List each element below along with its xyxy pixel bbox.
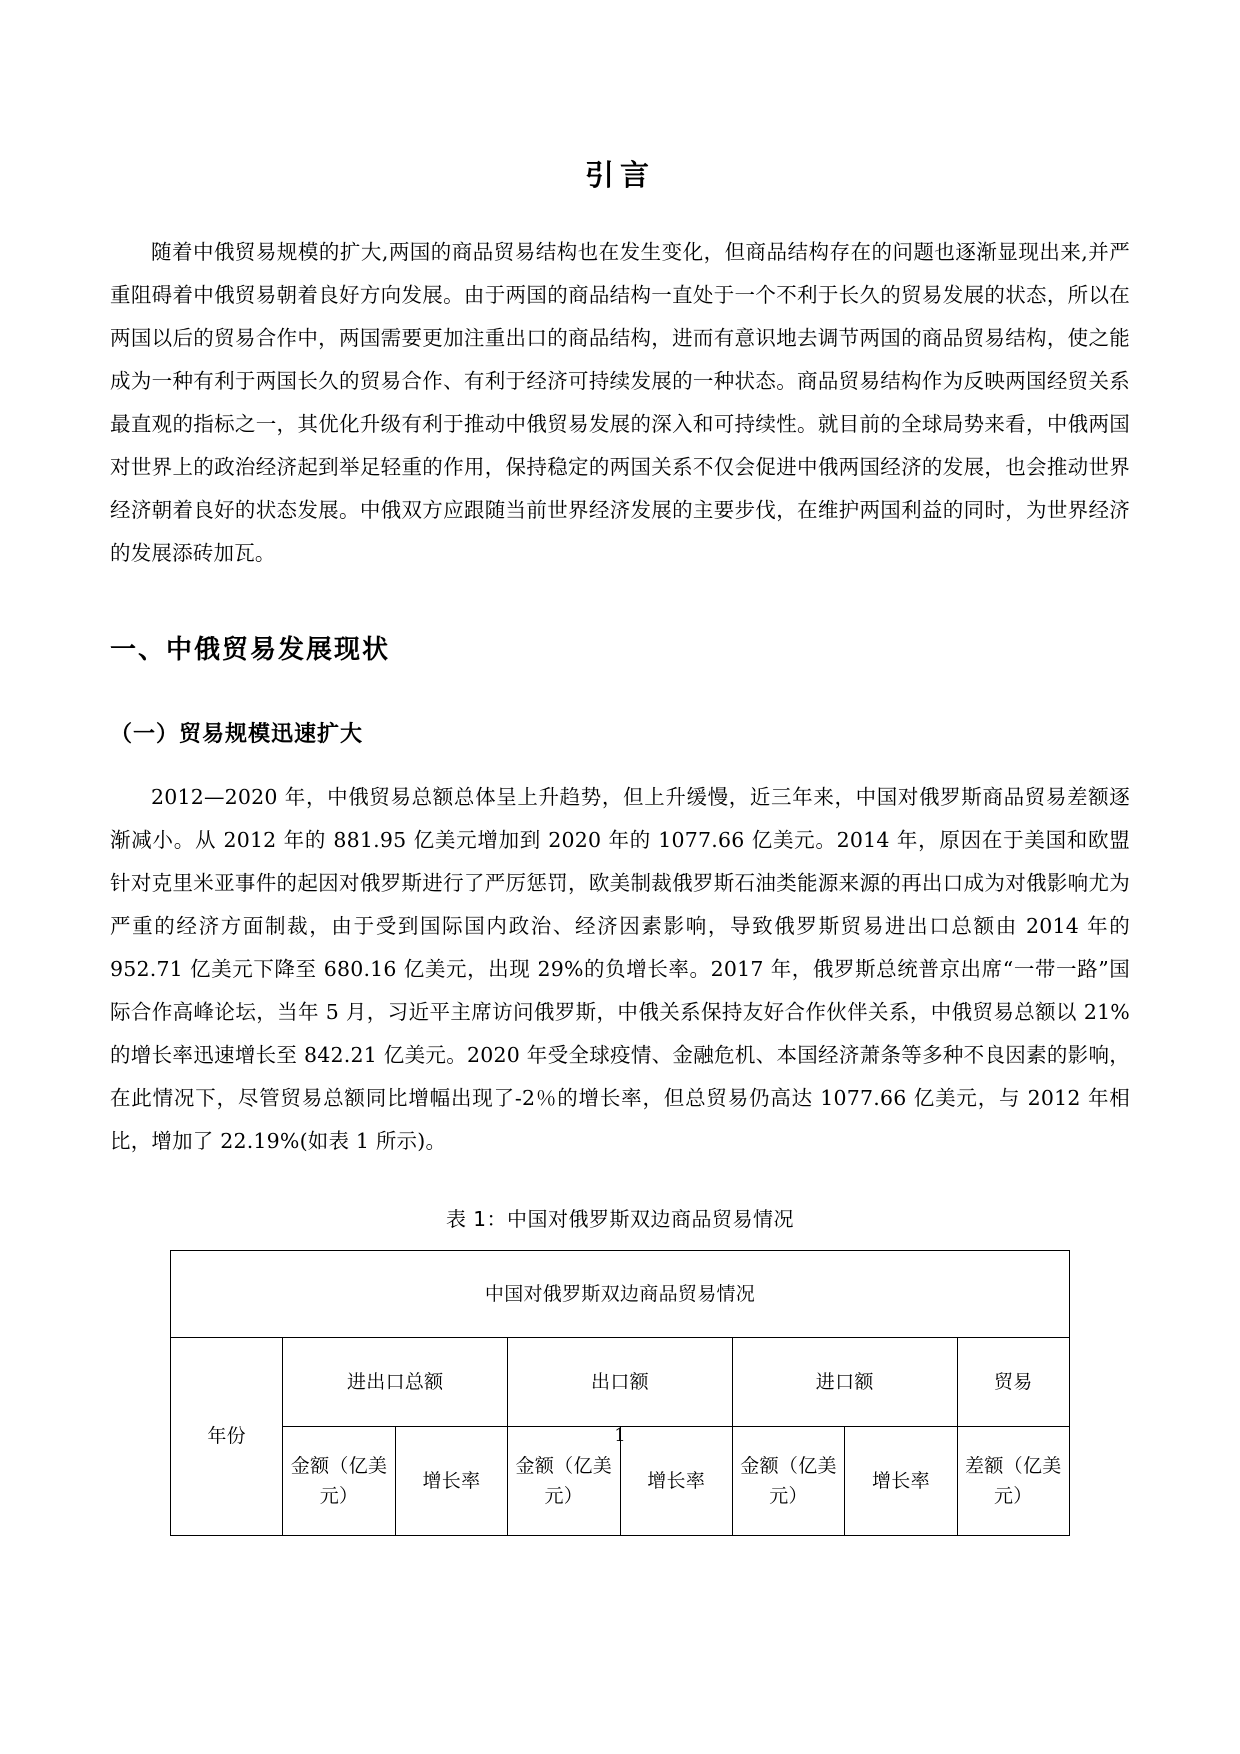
subheader-import-growth: 增长率	[845, 1426, 957, 1535]
page-content	[110, 0, 1130, 1536]
subheader-balance-amount: 差额（亿美元）	[957, 1426, 1069, 1535]
page-title: 引言	[584, 158, 655, 192]
heading-subsection-1-1: （一）贸易规模迅速扩大	[110, 721, 364, 747]
heading-section-1: 一、中俄贸易发展现状	[110, 634, 391, 665]
table-caption: 表 1：中国对俄罗斯双边商品贸易情况	[445, 1206, 795, 1231]
subheader-total-amount: 金额（亿美元）	[283, 1426, 395, 1535]
subheader-export-growth: 增长率	[620, 1426, 732, 1535]
table-title-cell: 中国对俄罗斯双边商品贸易情况	[171, 1250, 1070, 1337]
header-import: 进口额	[732, 1337, 957, 1426]
header-year: 年份	[171, 1337, 283, 1535]
subheader-export-amount: 金额（亿美元）	[508, 1426, 620, 1535]
table-row-group-headers	[171, 1337, 1070, 1426]
header-balance: 贸易	[957, 1337, 1069, 1426]
subheader-import-amount: 金额（亿美元）	[732, 1426, 844, 1535]
paragraph-trade-scale: 2012—2020 年，中俄贸易总额总体呈上升趋势，但上升缓慢，近三年来，中国对俄罗斯商品贸易差额逐渐减小。从 2012 年的 881.95 亿美元增加到 2020 年的 1077.66 亿美元。2014 年，原因在于美国和欧盟针对克里米亚事件的起因对俄罗斯进行了严厉惩罚，欧美制裁俄罗斯石油类能源来源的再出口成为对俄影响尤为严重的经济方面制裁，由于受到国际国内政治、经济因素影响，导致俄罗斯贸易进出口总额由 2014 年的 952.71 亿美元下降至 680.16 亿美元，出现 29%的负增长率。2017 年，俄罗斯总统普京出席“一带一路”国际合作高峰论坛，当年 5 月，习近平主席访问俄罗斯，中俄关系保持友好合作伙伴关系，中俄贸易总额以 21%的增长率迅速增长至 842.21 亿美元。2020 年受全球疫情、金融危机、本国经济萧条等多种不良因素的影响，在此情况下，尽管贸易总额同比增幅出现了-2％的增长率，但总贸易仍高达 1077.66 亿美元，与 2012 年相比，增加了 22.19%(如表 1 所示)。	[110, 784, 1130, 1153]
header-export: 出口额	[508, 1337, 733, 1426]
trade-data-table	[170, 1250, 1070, 1536]
page-number: 1	[614, 1425, 626, 1446]
subheader-total-growth: 增长率	[395, 1426, 507, 1535]
header-total-trade: 进出口总额	[283, 1337, 508, 1426]
table-row-title	[171, 1250, 1070, 1337]
paragraph-introduction: 随着中俄贸易规模的扩大,两国的商品贸易结构也在发生变化，但商品结构存在的问题也逐渐显现出来,并严重阻碍着中俄贸易朝着良好方向发展。由于两国的商品结构一直处于一个不利于长久的贸易发展的状态，所以在两国以后的贸易合作中，两国需要更加注重出口的商品结构，进而有意识地去调节两国的商品贸易结构，使之能成为一种有利于两国长久的贸易合作、有利于经济可持续发展的一种状态。商品贸易结构作为反映两国经贸关系最直观的指标之一，其优化升级有利于推动中俄贸易发展的深入和可持续性。就目前的全球局势来看，中俄两国对世界上的政治经济起到举足轻重的作用，保持稳定的两国关系不仅会促进中俄两国经济的发展，也会推动世界经济朝着良好的状态发展。中俄双方应跟随当前世界经济发展的主要步伐，在维护两国利益的同时，为世界经济的发展添砖加瓦。	[110, 239, 1130, 565]
